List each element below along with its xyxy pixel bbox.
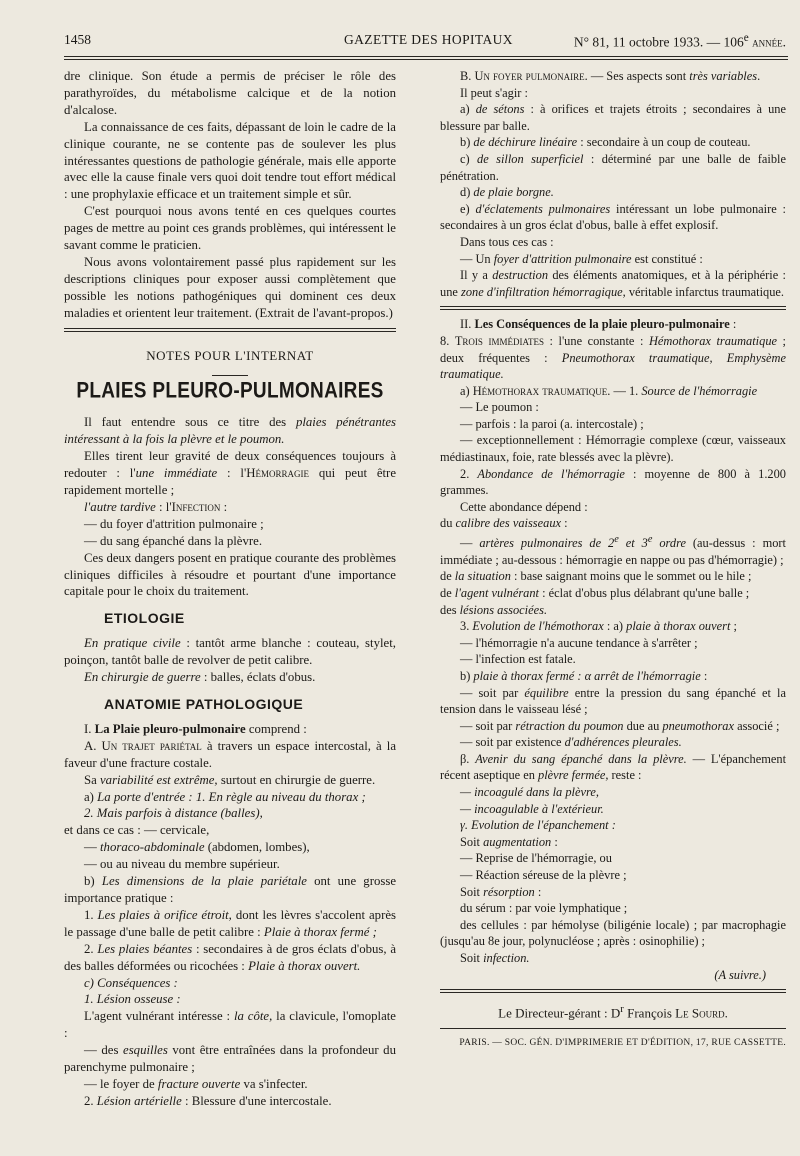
text-line: — incoagulable à l'extérieur. (460, 801, 604, 816)
text-line: — Un foyer d'attrition pulmonaire est constitué : (460, 251, 703, 266)
text-line: β. Avenir du sang épanché dans la plèvre. — L'épanchement récent aseptique en plèvre fermée, reste : (440, 751, 787, 783)
text-line: 8. Trois immédiates : l'une constante : Hémothorax traumatique ; deux fréquentes : Pneumothorax traumatique, Emphysème traumatique. (440, 333, 787, 382)
left-column (64, 68, 396, 1110)
anatomie-line: 2. Les plaies béantes : secondaires à de gros éclats d'obus, à des balles déformées ou ricochées : Plaie à thorax ouvert. (64, 941, 396, 973)
etiologie-line: En pratique civile : tantôt arme blanche : couteau, stylet, poinçon, tantôt balle de revolver de petit calibre. (64, 636, 396, 668)
journal-title: GAZETTE DES HOPITAUX (344, 32, 513, 47)
text-line: — Reprise de l'hémorragie, ou (460, 851, 612, 866)
text-line: des cellules : par hémolyse (biligénie locale) ; par macrophagie (jusqu'au 8e jour, polynucléose ; après : osinophilie) ; (440, 917, 786, 949)
text-line: II. Les Conséquences de la plaie pleuro-pulmonaire : (460, 317, 737, 332)
right-column (440, 68, 786, 1052)
anatomie-line: a) La porte d'entrée : 1. En règle au niveau du thorax ; (84, 789, 366, 804)
anatomie-line: 2. Lésion artérielle : Blessure d'une intercostale. (84, 1093, 332, 1108)
anatomie-line: — des esquilles vont être entraînées dans la profondeur du parenchyme pulmonaire ; (64, 1043, 396, 1075)
text-line: — soit par équilibre entre la pression du sang épanché et la tension dans le vaisseau lésé ; (440, 685, 786, 717)
text-line: Soit augmentation : (460, 834, 558, 849)
printer-imprint: PARIS. — SOC. GÉN. D'IMPRIMERIE ET D'ÉDITION, 17, RUE CASSETTE. (459, 1038, 786, 1049)
text-line: e) d'éclatements pulmonaires intéressant un lobe pulmonaire : secondaires à un gros éclat d'obus, balle à effet explosif. (440, 201, 786, 233)
page-number: 1458 (64, 32, 91, 47)
intro-paragraph: C'est pourquoi nous avons tenté en ces quelques courtes pages de mettre au point ces grands problèmes, qui intéressent le savant comme le praticien. (64, 204, 396, 253)
definition-line: — du foyer d'attrition pulmonaire ; (84, 516, 264, 531)
section-title-etiologie: ETIOLOGIE (104, 610, 185, 627)
anatomie-line: — ou au niveau du membre supérieur. (84, 857, 280, 872)
director-line: Le Directeur-gérant : $D^r$ François Le Sourd. (498, 1003, 728, 1021)
text-line: b) de déchirure linéaire : secondaire à un coup de couteau. (460, 135, 751, 150)
anatomie-line: Sa variabilité est extrême, surtout en chirurgie de guerre. (84, 772, 376, 787)
article-title: PLAIES PLEURO-PULMONAIRES (76, 378, 384, 403)
text-line: a) de sétons : à orifices et trajets étroits ; secondaires à une blessure par balle. (440, 102, 787, 133)
printer-rule (440, 1028, 786, 1029)
anatomie-line: et dans ce cas : — cervicale, (64, 823, 210, 838)
text-line: Cette abondance dépend : (460, 499, 588, 514)
text-line: γ. Evolution de l'épanchement : (460, 818, 616, 833)
text-line: c) de sillon superficiel : déterminé par une balle de faible pénétration. (440, 151, 786, 183)
header-rule (64, 56, 788, 60)
definition-line: l'autre tardive : l'Infection : (84, 499, 228, 514)
anatomie-line: c) Conséquences : (84, 975, 178, 990)
section-rule (64, 328, 396, 332)
definition-paragraph: Elles tirent leur gravité de deux conséquences toujours à redouter : l'une immédiate : l'Hémorragie qui peut être rapidement mortelle ; (64, 449, 396, 498)
text-line: — incoagulé dans la plèvre, (460, 785, 599, 800)
issue-info: N° 81, 11 octobre 1933. — 106e année. (573, 32, 786, 50)
text-line: — artères pulmonaires de 2e et 3e ordre (au-dessus : mort immédiate ; au-dessous : hémorragie en nappe ou pas d'hémorragie) ; (440, 534, 786, 567)
text-line: de la situation : base saignant moins que le sommet ou le hile ; (440, 569, 752, 584)
text-line: — exceptionnellement : Hémorragie complexe (cœur, vaisseaux médiastinaux, foie, rate blessés avec la plèvre). (440, 433, 786, 465)
text-line: des lésions associées. (440, 602, 548, 617)
definition-paragraph: Ces deux dangers posent en pratique courante des problèmes cliniques difficiles à résoudre et pourtant d'une importance capitale pour le choix du traitement. (64, 550, 396, 599)
anatomie-line: I. La Plaie pleuro-pulmonaire comprend : (84, 721, 307, 736)
text-line: B. Un foyer pulmonaire. — Ses aspects sont très variables. (460, 69, 761, 83)
text-line: Il peut s'agir : (460, 85, 528, 100)
anatomie-line: — le foyer de fracture ouverte va s'infecter. (84, 1076, 308, 1091)
text-line: a) Hémothorax traumatique. — 1. Source de l'hémorragie (460, 383, 758, 398)
short-rule (212, 375, 248, 376)
text-line: Soit infection. (460, 951, 530, 965)
definition-paragraph: Il faut entendre sous ce titre des plaies pénétrantes intéressant à la fois la plèvre et le poumon. (64, 415, 396, 447)
text-line: 3. Evolution de l'hémothorax : a) plaie à thorax ouvert ; (460, 619, 737, 634)
text-line: du sérum : par voie lymphatique ; (460, 901, 628, 916)
intro-paragraph: La connaissance de ces faits, dépassant de loin le cadre de la clinique courante, ne se contente pas de soulever les plus intéressantes questions de pathologie générale, mais elle apporte avec elle la cause finale vers quoi doit tendre tout effort médical : une prophylaxie efficace et un traitement simple et sûr. (64, 119, 396, 202)
anatomie-line: 1. Lésion osseuse : (84, 992, 181, 1007)
anatomie-line: 2. Mais parfois à distance (balles), (84, 806, 263, 821)
text-line: Dans tous ces cas : (460, 234, 554, 249)
definition-line: — du sang épanché dans la plèvre. (84, 533, 263, 548)
intro-paragraph: Nous avons volontairement passé plus rapidement sur les descriptions cliniques pour exposer aussi complètement que possible les notions pathogéniques qui dominent ces deux maladies et orientent leur traitement. (Extrait de l'avant-propos.) (64, 254, 396, 320)
text-line: 2. Abondance de l'hémorragie : moyenne de 800 à 1.200 grammes. (440, 466, 786, 498)
page-header (64, 32, 786, 52)
text-line: b) plaie à thorax fermé : α arrêt de l'hémorragie : (460, 668, 708, 683)
anatomie-line: L'agent vulnérant intéresse : la côte, la clavicule, l'omoplate : (64, 1009, 396, 1041)
text-line: — l'hémorragie n'a aucune tendance à s'arrêter ; (460, 635, 698, 650)
footer-rule (440, 989, 786, 993)
anatomie-line: b) Les dimensions de la plaie pariétale ont une grosse importance pratique : (64, 874, 397, 905)
etiologie-line: En chirurgie de guerre : balles, éclats d'obus. (84, 670, 316, 685)
intro-paragraph: dre clinique. Son étude a permis de préciser le rôle des parathyroïdes, du métabolisme calcique et de la notion d'alcalose. (64, 69, 396, 117)
text-line: — soit par rétraction du poumon due au pneumothorax associé ; (460, 718, 780, 733)
text-line: Soit résorption : (460, 884, 542, 899)
text-line: — l'infection est fatale. (460, 652, 576, 667)
section-title-anatomie: ANATOMIE PATHOLOGIQUE (104, 696, 304, 712)
to-be-continued: (A suivre.) (714, 967, 766, 982)
text-line: — Réaction séreuse de la plèvre ; (460, 868, 627, 883)
anatomie-line: — thoraco-abdominale (abdomen, lombes), (84, 840, 310, 855)
text-line: d) de plaie borgne. (460, 185, 554, 200)
anatomie-line: 1. Les plaies à orifice étroit, dont les lèvres s'accolent après le passage d'une balle de petit calibre : Plaie à thorax fermé ; (64, 907, 397, 939)
text-line: — Le poumon : (460, 400, 539, 415)
text-line: — soit par existence d'adhérences pleurales. (460, 735, 682, 750)
text-line: — parfois : la paroi (a. intercostale) ; (460, 416, 644, 431)
notes-title: NOTES POUR L'INTERNAT (146, 347, 314, 363)
anatomie-line: A. Un trajet pariétal à travers un espace intercostal, à la faveur d'une fracture costale. (64, 738, 397, 770)
text-line: Il y a destruction des éléments anatomiques, et à la périphérie : une zone d'infiltration hémorragique, véritable infarctus traumatique. (440, 268, 787, 299)
text-line: du calibre des vaisseaux : (440, 516, 568, 531)
text-line: de l'agent vulnérant : éclat d'obus plus délabrant qu'une balle ; (440, 585, 750, 600)
